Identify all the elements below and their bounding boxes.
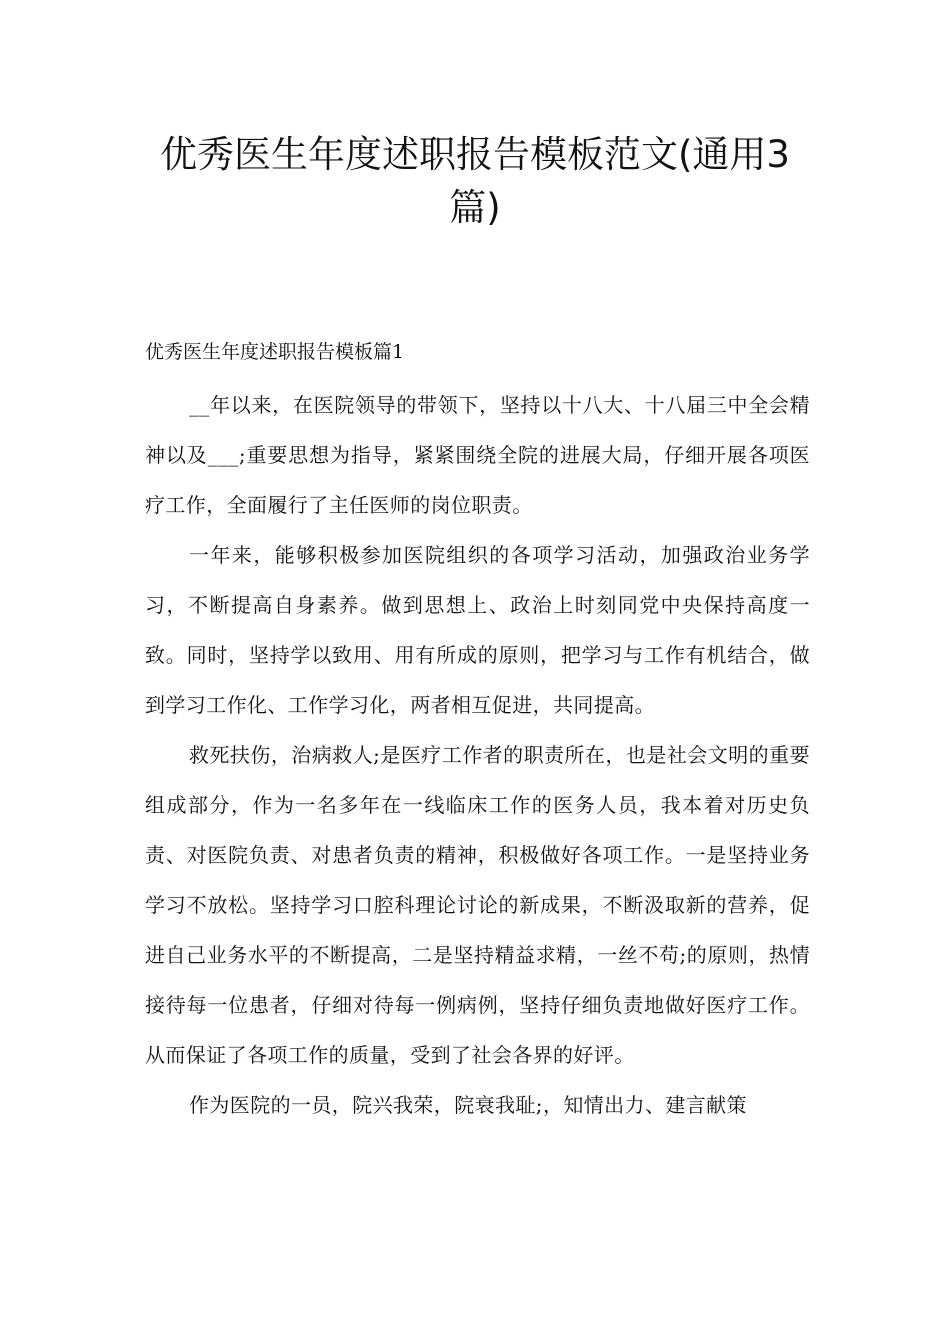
section-heading: 优秀医生年度述职报告模板篇1 — [145, 341, 405, 363]
paragraph: 救死扶伤，治病救人;是医疗工作者的职责所在，也是社会文明的重要组成部分，作为一名多年在一线临床工作的医务人员，我本着对历史负责、对医院负责、对患者负责的精神，积极做好各项工作。一是坚持业务学习不放松。坚持学习口腔科理论讨论的新成果，不断汲取新的营养，促进自己业务水平的不断提高，二是坚持精益求精，一丝不苟;的原则，热情接待每一位患者，仔细对待每一例病例，坚持仔细负责地做好医疗工作。从而保证了各项工作的质量，受到了社会各界的好评。 — [145, 743, 810, 1067]
document-title: 优秀医生年度述职报告模板范文(通用3篇) — [160, 133, 790, 229]
paragraph: __年以来，在医院领导的带领下，坚持以十八大、十八届三中全会精神以及___;重要思想为指导，紧紧围绕全院的进展大局，仔细开展各项医疗工作，全面履行了主任医师的岗位职责。 — [145, 393, 810, 517]
document-body — [145, 380, 810, 1130]
paragraph: 一年来，能够积极参加医院组织的各项学习活动，加强政治业务学习，不断提高自身素养。做到思想上、政治上时刻同党中央保持高度一致。同时，坚持学以致用、用有所成的原则，把学习与工作有机结合，做到学习工作化、工作学习化，两者相互促进，共同提高。 — [145, 543, 810, 717]
paragraph: 作为医院的一员，院兴我荣，院衰我耻;，知情出力、建言献策 — [189, 1093, 747, 1117]
